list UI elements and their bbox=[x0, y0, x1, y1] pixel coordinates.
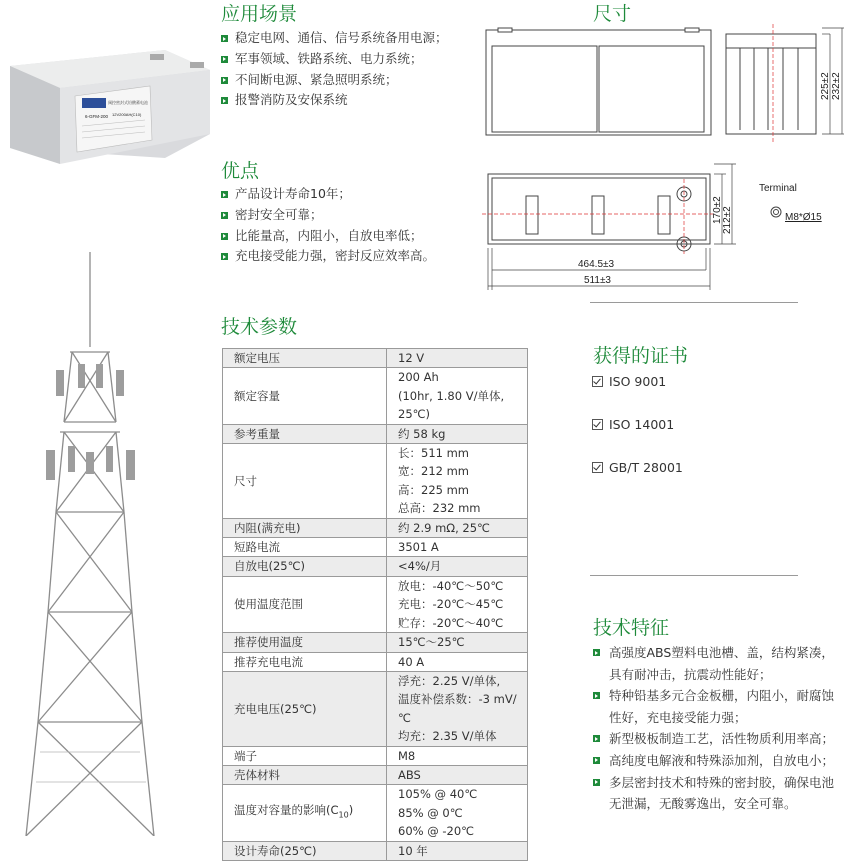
checkbox-icon bbox=[592, 419, 603, 430]
spec-value: 放电：-40℃～50℃ 充电：-20℃～45℃ 贮存：-20℃～40℃ bbox=[387, 576, 528, 632]
spec-key: 短路电流 bbox=[223, 538, 387, 557]
list-item: 稳定电网、通信、信号系统备用电源； bbox=[221, 28, 448, 49]
list-item: 充电接受能力强，密封反应效率高。 bbox=[221, 246, 435, 267]
spec-value: 15℃～25℃ bbox=[387, 633, 528, 652]
list-item: 高纯度电解液和特殊添加剂，自放电小； bbox=[593, 750, 843, 772]
dim-total-height: 232±2 bbox=[831, 72, 842, 100]
checkbox-icon bbox=[592, 376, 603, 387]
spec-key: 尺寸 bbox=[223, 444, 387, 519]
spec-key: 使用温度范围 bbox=[223, 576, 387, 632]
spec-title: 技术参数 bbox=[221, 316, 298, 338]
bullet-icon bbox=[221, 212, 228, 219]
application-title: 应用场景 bbox=[221, 3, 298, 25]
spec-value: 10 年 bbox=[387, 841, 528, 860]
battery-brand-label: 阀控密封式铅酸蓄电池 bbox=[108, 100, 148, 105]
list-item: 多层密封技术和特殊的密封胶，确保电池 无泄漏，无酸雾逸出，安全可靠。 bbox=[593, 772, 843, 815]
battery-model-label: 6-GFM-200 bbox=[85, 114, 109, 119]
spec-value: M8 bbox=[387, 746, 528, 765]
bullet-icon bbox=[593, 735, 600, 742]
spec-value: 约 2.9 mΩ, 25℃ bbox=[387, 518, 528, 537]
list-item: 密封安全可靠； bbox=[221, 205, 435, 226]
spec-key: 推荐使用温度 bbox=[223, 633, 387, 652]
spec-key: 端子 bbox=[223, 746, 387, 765]
spec-value: ABS bbox=[387, 765, 528, 784]
cert-item: ISO 9001 bbox=[592, 374, 666, 389]
bullet-icon bbox=[221, 97, 228, 104]
list-item: 军事领域、铁路系统、电力系统； bbox=[221, 49, 448, 70]
divider bbox=[590, 302, 798, 303]
cert-item: GB/T 28001 bbox=[592, 460, 683, 475]
list-item: 新型极板制造工艺，活性物质利用率高； bbox=[593, 728, 843, 750]
spec-value: 3501 A bbox=[387, 538, 528, 557]
bullet-icon bbox=[593, 757, 600, 764]
spec-value: 40 A bbox=[387, 652, 528, 671]
bullet-icon bbox=[593, 779, 600, 786]
spec-value: <4%/月 bbox=[387, 557, 528, 576]
list-item: 产品设计寿命10年； bbox=[221, 184, 435, 205]
spec-key: 充电电压(25℃) bbox=[223, 671, 387, 746]
certificates-title: 获得的证书 bbox=[593, 345, 689, 367]
spec-table bbox=[222, 348, 528, 861]
divider bbox=[590, 575, 798, 576]
cert-item: ISO 14001 bbox=[592, 417, 674, 432]
bullet-icon bbox=[221, 233, 228, 240]
table-row bbox=[223, 652, 528, 671]
list-item: 比能量高，内阻小，自放电率低； bbox=[221, 226, 435, 247]
dim-height: 225±2 bbox=[820, 72, 831, 100]
spec-key: 额定电压 bbox=[223, 349, 387, 368]
spec-value: 约 58 kg bbox=[387, 424, 528, 443]
dim-width-total: 212±2 bbox=[722, 206, 733, 234]
spec-key: 推荐充电电流 bbox=[223, 652, 387, 671]
battery-image bbox=[0, 36, 212, 166]
table-row bbox=[223, 368, 528, 424]
bullet-icon bbox=[593, 692, 600, 699]
table-row bbox=[223, 538, 528, 557]
table-row bbox=[223, 518, 528, 537]
dim-inner-length: 464.5±3 bbox=[578, 259, 615, 270]
tower-illustration bbox=[0, 252, 212, 836]
table-row bbox=[223, 349, 528, 368]
bullet-icon bbox=[221, 77, 228, 84]
spec-key: 自放电(25℃) bbox=[223, 557, 387, 576]
spec-key: 设计寿命(25℃) bbox=[223, 841, 387, 860]
table-row bbox=[223, 746, 528, 765]
spec-value: 105% @ 40℃ 85% @ 0℃ 60% @ -20℃ bbox=[387, 785, 528, 841]
dim-width: 170±2 bbox=[712, 196, 723, 224]
spec-key: 参考重量 bbox=[223, 424, 387, 443]
table-row bbox=[223, 576, 528, 632]
spec-key: 额定容量 bbox=[223, 368, 387, 424]
spec-key: 壳体材料 bbox=[223, 765, 387, 784]
table-row bbox=[223, 557, 528, 576]
list-item: 不间断电源、紧急照明系统； bbox=[221, 70, 448, 91]
spec-value: 200 Ah (10hr, 1.80 V/单体, 25℃) bbox=[387, 368, 528, 424]
terminal-spec: M8*Ø15 bbox=[785, 212, 822, 223]
bullet-icon bbox=[221, 56, 228, 63]
spec-value: 浮充：2.25 V/单体, 温度补偿系数：-3 mV/℃ 均充：2.35 V/单体 bbox=[387, 671, 528, 746]
advantages-list bbox=[221, 184, 435, 267]
list-item: 高强度ABS塑料电池槽、盖，结构紧凑， 具有耐冲击，抗震动性能好； bbox=[593, 642, 843, 685]
spec-value: 12 V bbox=[387, 349, 528, 368]
bullet-icon bbox=[221, 253, 228, 260]
spec-key: 温度对容量的影响$(C_{10})$ bbox=[223, 785, 387, 841]
application-list bbox=[221, 28, 448, 111]
bullet-icon bbox=[593, 649, 600, 656]
list-item: 特种铅基多元合金板栅，内阻小，耐腐蚀 性好，充电接受能力强； bbox=[593, 685, 843, 728]
terminal-label: Terminal bbox=[759, 183, 797, 194]
bullet-icon bbox=[221, 191, 228, 198]
table-row bbox=[223, 444, 528, 519]
dimension-drawing bbox=[478, 24, 848, 294]
spec-key: 内阻(满充电) bbox=[223, 518, 387, 537]
table-row bbox=[223, 765, 528, 784]
checkbox-icon bbox=[592, 462, 603, 473]
features-title: 技术特征 bbox=[593, 617, 670, 639]
advantages-title: 优点 bbox=[221, 160, 260, 182]
battery-spec-label: 12V200AH(C10) bbox=[112, 112, 142, 117]
table-row bbox=[223, 671, 528, 746]
table-row bbox=[223, 424, 528, 443]
dimensions-title: 尺寸 bbox=[593, 3, 632, 25]
table-row bbox=[223, 785, 528, 841]
table-row bbox=[223, 841, 528, 860]
spec-value: 长：511 mm 宽：212 mm 高：225 mm 总高：232 mm bbox=[387, 444, 528, 519]
list-item: 报警消防及安保系统 bbox=[221, 90, 448, 111]
dim-length: 511±3 bbox=[584, 275, 611, 286]
features-list bbox=[593, 642, 843, 815]
bullet-icon bbox=[221, 35, 228, 42]
table-row bbox=[223, 633, 528, 652]
